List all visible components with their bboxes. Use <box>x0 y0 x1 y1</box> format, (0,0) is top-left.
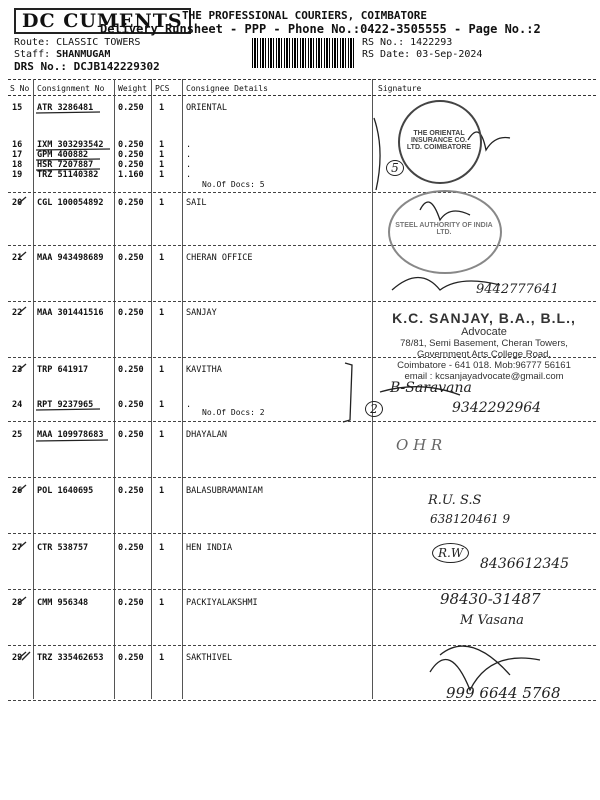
row-weight: 0.250 <box>118 430 144 440</box>
advocate-email: email : kcsanjayadvocate@gmail.com <box>404 371 564 382</box>
row-weight: 0.250 <box>118 308 144 318</box>
row-pcs: 1 <box>159 140 165 150</box>
runsheet-subtitle: Delivery Runsheet - PPP - Phone No.:0422-3505555 - Page No.:2 <box>100 22 541 36</box>
tick-mark <box>18 364 26 371</box>
handwritten-phone: 999 6644 5768 <box>446 684 561 702</box>
row-pcs: 1 <box>159 486 165 496</box>
advocate-addr1: 78/81, Semi Basement, Cheran Towers, <box>400 338 568 349</box>
row-consignment: TRZ 335462653 <box>37 653 104 663</box>
row-consignment: MAA 943498689 <box>37 253 104 263</box>
row-sno: 15 <box>12 103 23 113</box>
row-pcs: 1 <box>159 543 165 553</box>
tick-mark <box>22 652 30 660</box>
row-consignment: IXM 303293542 <box>37 140 104 150</box>
tick-mark <box>18 197 26 204</box>
row-sno: 18 <box>12 160 23 170</box>
row-sno: 25 <box>12 430 23 440</box>
underline-mark <box>36 159 100 160</box>
row-pcs: 1 <box>159 150 165 160</box>
col-weight: Weight <box>118 84 147 93</box>
row-pcs: 1 <box>159 598 165 608</box>
row-pcs: 1 <box>159 103 165 113</box>
row-consignee: SAIL <box>186 198 207 208</box>
circled-number: 2 <box>365 401 383 417</box>
col-sno: S No <box>10 84 30 93</box>
tick-mark <box>18 485 26 492</box>
row-weight: 0.250 <box>118 653 144 663</box>
handwritten-name: M Vasana <box>460 613 524 628</box>
row-weight: 0.250 <box>118 253 144 263</box>
row-pcs: 1 <box>159 170 165 180</box>
handwritten-signature: R.U. S.S <box>428 493 482 508</box>
row-pcs: 1 <box>159 253 165 263</box>
handwritten-signature: R.W <box>432 543 469 563</box>
row-weight: 0.250 <box>118 365 144 375</box>
drs-value: DCJB142229302 <box>73 60 160 73</box>
row-consignment: POL 1640695 <box>37 486 94 496</box>
staff-label: Staff: <box>14 49 51 60</box>
row-consignee: HEN INDIA <box>186 543 233 553</box>
row-weight: 0.250 <box>118 198 144 208</box>
row-consignee: . <box>186 150 192 160</box>
row-weight: 0.250 <box>118 400 144 410</box>
row-sno: 26 <box>12 486 23 496</box>
sail-seal-text: STEEL AUTHORITY OF INDIA LTD. <box>395 222 493 236</box>
row-sno: 19 <box>12 170 23 180</box>
row-consignee: PACKIYALAKSHMI <box>186 598 258 608</box>
row-consignment: TRZ 51140382 <box>37 170 99 180</box>
row-pcs: 1 <box>159 653 165 663</box>
row-pcs: 1 <box>159 400 165 410</box>
staff-value: SHANMUGAM <box>56 49 111 60</box>
row-consignment: RPT 9237965 <box>37 400 94 410</box>
row-consignee: ORIENTAL <box>186 103 227 113</box>
row-consignee: CHERAN OFFICE <box>186 253 253 263</box>
tick-mark <box>18 252 26 259</box>
drs-label: DRS No.: <box>14 60 67 73</box>
row-weight: 0.250 <box>118 598 144 608</box>
handwritten-phone: 98430-31487 <box>440 590 541 608</box>
row-weight: 0.250 <box>118 103 144 113</box>
row-weight: 0.250 <box>118 150 144 160</box>
row-sno: 17 <box>12 150 23 160</box>
handwritten-phone: 638120461 9 <box>430 512 511 526</box>
row-consignee: SANJAY <box>186 308 217 318</box>
row-weight: 0.250 <box>118 543 144 553</box>
advocate-stamp <box>377 310 591 382</box>
row-consignee: SAKTHIVEL <box>186 653 233 663</box>
row-pcs: 1 <box>159 160 165 170</box>
row-consignee: KAVITHA <box>186 365 222 375</box>
row-pcs: 1 <box>159 198 165 208</box>
row-sno: 21 <box>12 253 23 263</box>
row-consignment: CTR 538757 <box>37 543 89 553</box>
no-of-docs: No.Of Docs: 2 <box>202 408 265 417</box>
handwritten-name: B-Saravana <box>390 380 472 396</box>
handwritten-phone: 9342292964 <box>452 400 542 416</box>
bracket-mark <box>343 363 352 422</box>
row-consignee: DHAYALAN <box>186 430 227 440</box>
row-sno: 20 <box>12 198 23 208</box>
row-consignment: GPM 400882 <box>37 150 89 160</box>
underline-mark <box>36 409 100 410</box>
row-weight: 1.160 <box>118 170 144 180</box>
row-consignment: TRP 641917 <box>37 365 89 375</box>
documents-stamp: DC CUMENTS <box>14 8 191 34</box>
underline-mark <box>36 149 110 150</box>
bracket-mark <box>374 118 380 190</box>
underline-mark <box>36 440 108 441</box>
company-title: THE PROFESSIONAL COURIERS, COIMBATORE <box>182 9 428 22</box>
tick-mark <box>18 542 26 549</box>
row-consignee: . <box>186 400 192 410</box>
row-sno: 24 <box>12 400 23 410</box>
rs-date: RS Date: 03-Sep-2024 <box>362 49 483 60</box>
row-consignee: . <box>186 140 192 150</box>
col-consignee: Consignee Details <box>186 84 268 93</box>
advocate-addr2: Government Arts College Road, <box>416 349 552 360</box>
row-pcs: 1 <box>159 430 165 440</box>
row-consignment: HSR 7207887 <box>37 160 94 170</box>
rs-no: RS No.: 1422293 <box>362 37 453 48</box>
row-weight: 0.250 <box>118 140 144 150</box>
advocate-title: Advocate <box>461 326 507 338</box>
row-pcs: 1 <box>159 308 165 318</box>
row-sno: 23 <box>12 365 23 375</box>
col-pcs: PCS <box>155 84 170 93</box>
tick-mark <box>18 597 26 604</box>
handwritten-phone: 9442777641 <box>476 282 559 297</box>
row-sno: 16 <box>12 140 23 150</box>
col-consignment: Consignment No <box>37 84 105 93</box>
oriental-seal-text: THE ORIENTAL INSURANCE CO. LTD. COIMBATORE <box>406 130 472 151</box>
underline-mark <box>36 169 100 170</box>
row-weight: 0.250 <box>118 160 144 170</box>
row-consignment: CGL 100054892 <box>37 198 104 208</box>
route-label: Route: CLASSIC TOWERS <box>14 37 141 48</box>
row-consignment: CMM 956348 <box>37 598 89 608</box>
row-consignee: BALASUBRAMANIAM <box>186 486 263 496</box>
no-of-docs: No.Of Docs: 5 <box>202 180 265 189</box>
row-sno: 27 <box>12 543 23 553</box>
row-consignee: . <box>186 170 192 180</box>
row-consignment: MAA 301441516 <box>37 308 104 318</box>
row-weight: 0.250 <box>118 486 144 496</box>
row-consignee: . <box>186 160 192 170</box>
row-sno: 29 <box>12 653 23 663</box>
col-signature: Signature <box>378 84 422 93</box>
row-sno: 22 <box>12 308 23 318</box>
row-sno: 28 <box>12 598 23 608</box>
circled-number: 5 <box>386 160 404 176</box>
handwritten-note: O H R <box>396 436 443 454</box>
advocate-addr3: Coimbatore - 641 018. Mob:96777 56161 <box>397 360 571 371</box>
advocate-name: K.C. SANJAY, B.A., B.L., <box>392 310 576 326</box>
row-consignment: MAA 109978683 <box>37 430 104 440</box>
tick-mark <box>18 307 26 314</box>
row-pcs: 1 <box>159 365 165 375</box>
row-consignment: ATR 3286481 <box>37 103 94 113</box>
handwritten-phone: 8436612345 <box>480 556 570 572</box>
underline-mark <box>36 112 100 113</box>
